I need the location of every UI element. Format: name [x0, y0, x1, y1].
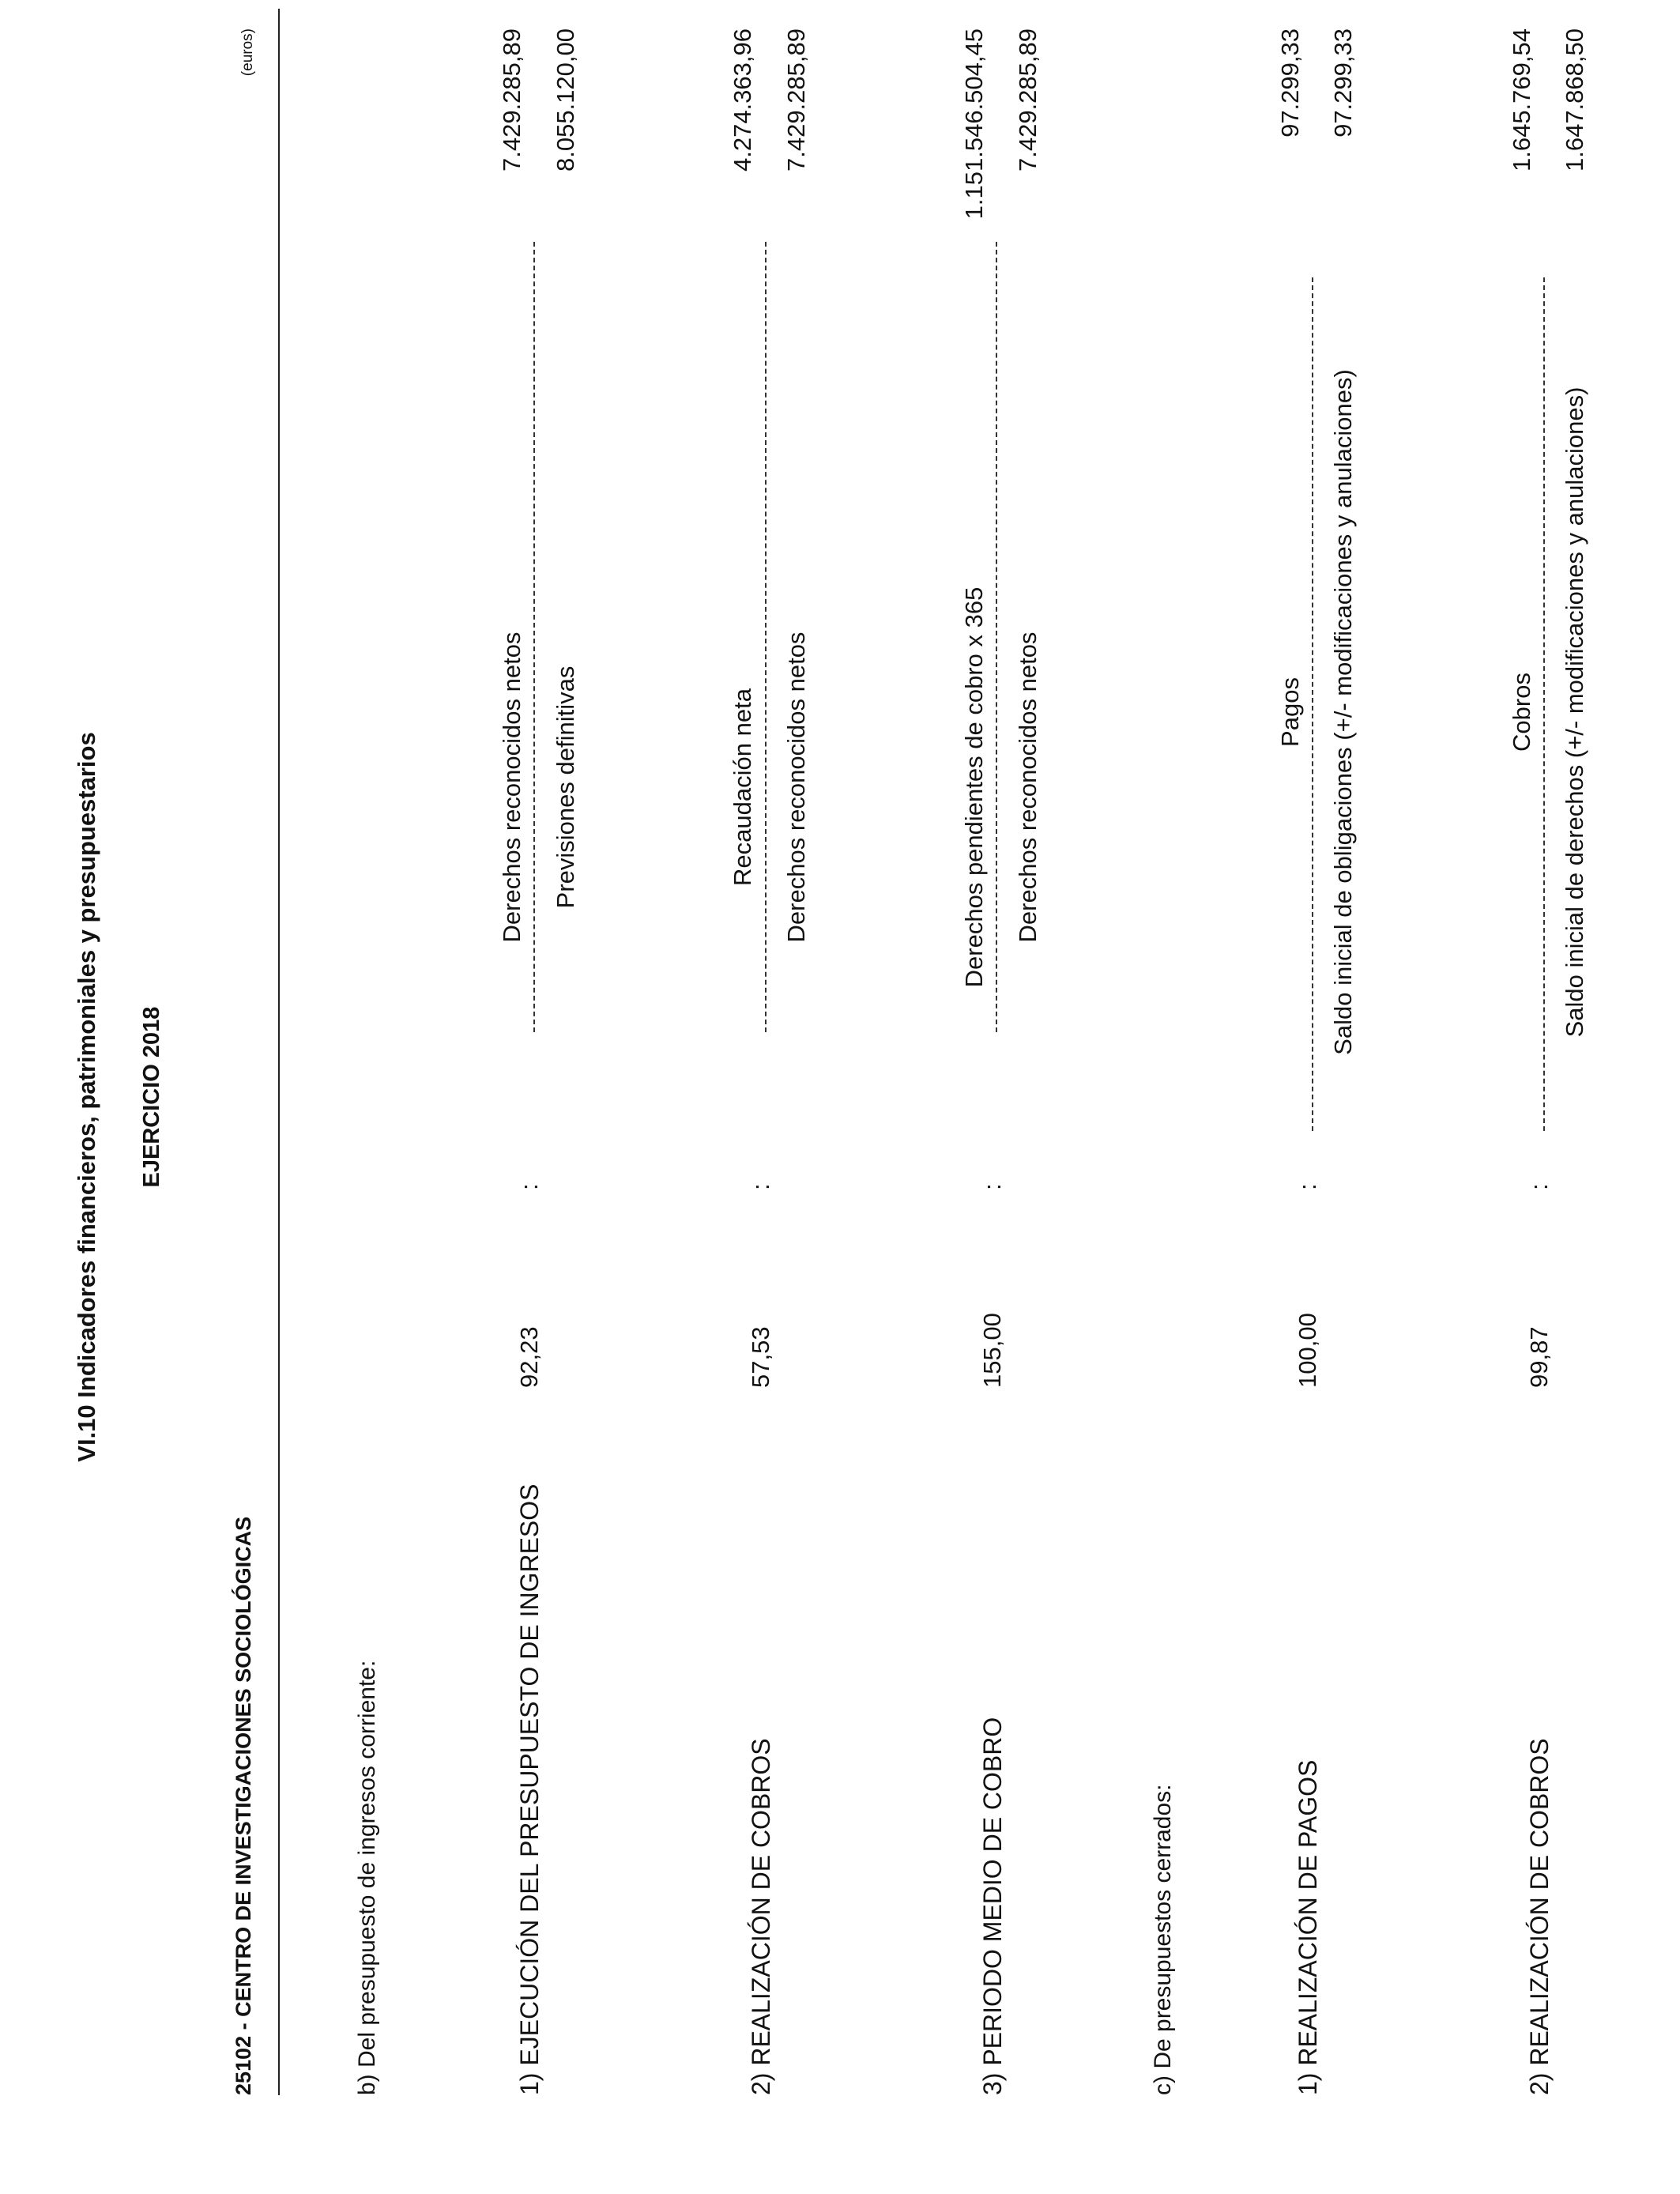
denominator-label: Saldo inicial de obligaciones (+/- modificaciones y anulaciones) [1329, 369, 1357, 1055]
denominator-label: Previsiones definitivas [552, 665, 579, 909]
fraction-line [1543, 277, 1545, 1131]
colon-separator: : [1525, 1183, 1553, 1190]
fraction-line [765, 242, 767, 1032]
denominator-amount: 1.647.868,50 [1561, 28, 1588, 172]
colon-separator: : [1294, 1183, 1321, 1190]
denominator-label: Derechos reconocidos netos [1014, 631, 1042, 943]
numerator-label: Derechos reconocidos netos [498, 631, 525, 943]
numerator-label: Recaudación neta [729, 688, 756, 886]
denominator-label: Derechos reconocidos netos [782, 631, 810, 943]
indicator-name: 1) REALIZACIÓN DE PAGOS [1294, 1759, 1322, 2095]
numerator-amount: 7.429.285,89 [498, 28, 525, 172]
fraction-line [1312, 277, 1313, 1131]
header-rule [278, 9, 280, 2095]
colon-separator: : [747, 1183, 774, 1190]
denominator-amount: 97.299,33 [1329, 28, 1357, 138]
numerator-label: Derechos pendientes de cobro x 365 [960, 586, 988, 988]
indicator-value: 92,23 [515, 1326, 543, 1388]
numerator-amount: 1.645.769,54 [1508, 28, 1535, 172]
section-label-closed: c) De presupuestos cerrados: [1150, 1784, 1176, 2095]
fraction-line [533, 242, 535, 1032]
fiscal-year: EJERCICIO 2018 [139, 1006, 164, 1188]
numerator-amount: 97.299,33 [1276, 28, 1304, 138]
indicator-value: 100,00 [1294, 1313, 1321, 1388]
denominator-label: Saldo inicial de derechos (+/- modificaciones y anulaciones) [1561, 386, 1588, 1038]
fraction-line [996, 242, 997, 1032]
colon-separator: : [515, 1183, 543, 1190]
document-title: VI.10 Indicadores financieros, patrimoniales y presupuestarios [73, 732, 100, 1462]
numerator-label: Cobros [1508, 673, 1535, 752]
section-label-current: b) Del presupuesto de ingresos corriente: [354, 1660, 380, 2095]
indicator-value: 155,00 [978, 1313, 1006, 1388]
colon-separator: : [978, 1183, 1006, 1190]
denominator-amount: 7.429.285,89 [1014, 28, 1042, 172]
numerator-amount: 4.274.363,96 [729, 28, 756, 172]
denominator-amount: 8.055.120,00 [552, 28, 579, 172]
denominator-amount: 7.429.285,89 [782, 28, 810, 172]
indicator-name: 3) PERIODO MEDIO DE COBRO [978, 1717, 1007, 2095]
indicator-value: 57,53 [747, 1326, 774, 1388]
entity-name: 25102 - CENTRO DE INVESTIGACIONES SOCIOLÓGICAS [232, 1516, 255, 2095]
indicator-value: 99,87 [1525, 1326, 1553, 1388]
indicator-name: 2) REALIZACIÓN DE COBROS [747, 1738, 775, 2095]
indicator-name: 2) REALIZACIÓN DE COBROS [1525, 1738, 1554, 2095]
numerator-amount: 1.151.546.504,45 [960, 28, 988, 220]
unit-label: (euros) [239, 28, 256, 77]
indicator-name: 1) EJECUCIÓN DEL PRESUPUESTO DE INGRESOS [515, 1483, 544, 2095]
numerator-label: Pagos [1276, 677, 1304, 747]
